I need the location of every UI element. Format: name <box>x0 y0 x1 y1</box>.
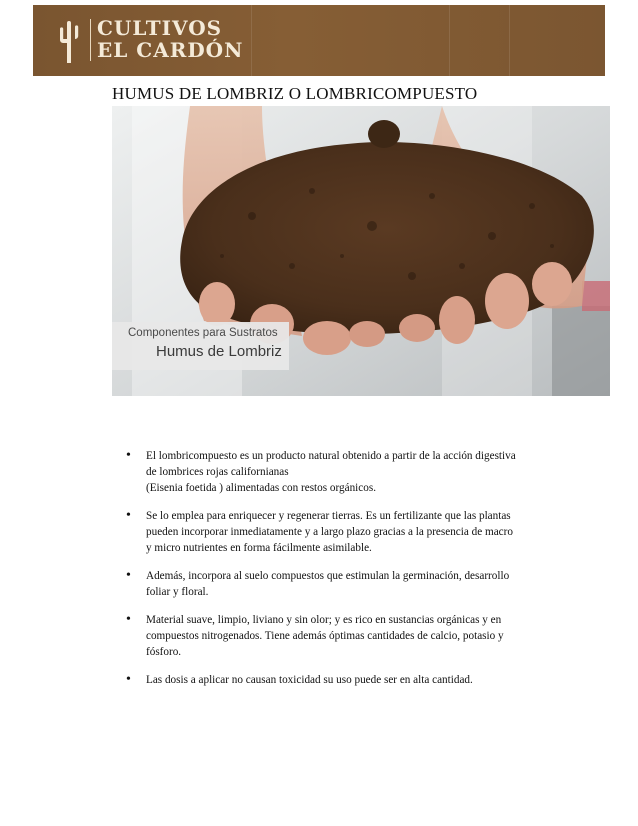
bullet-line: y micro nutrientes en forma fácilmente asimilable. <box>146 542 372 554</box>
bullet-line: (Eisenia foetida ) alimentadas con restos orgánicos. <box>146 482 376 494</box>
caption-line-2: Humus de Lombriz <box>156 343 282 360</box>
bullet-line: foliar y floral. <box>146 586 209 598</box>
bullet-line: de lombrices rojas californianas <box>146 466 289 478</box>
bullet-item <box>126 672 536 688</box>
logo-line-1: CULTIVOS <box>97 16 223 40</box>
banner-panel <box>251 5 362 76</box>
logo-divider <box>90 19 91 61</box>
bullet-line: • Las dosis a aplicar no causan toxicidad su uso puede ser en alta cantidad. <box>146 674 473 686</box>
bullet-line: • Se lo emplea para enriquecer y regenerar tierras. Es un fertilizante que las plantas <box>146 510 511 522</box>
page-title: HUMUS DE LOMBRIZ O LOMBRICOMPUESTO <box>112 84 478 103</box>
bullet-line: fósforo. <box>146 646 182 658</box>
bullet-line: compuestos nitrogenados. Tiene además óptimas cantidades de calcio, potasio y <box>146 630 504 642</box>
bullet-item <box>126 612 536 660</box>
bullet-line: pueden incorporar inmediatamente y a largo plazo gracias a la presencia de macro <box>146 526 513 538</box>
bullet-line: • Además, incorpora al suelo compuestos que estimulan la germinación, desarrollo <box>146 570 510 582</box>
banner-panel <box>509 5 605 76</box>
bullet-item <box>126 568 536 600</box>
bullet-line: • El lombricompuesto es un producto natural obtenido a partir de la acción digestiva <box>146 450 516 462</box>
logo-wordmark <box>97 17 243 61</box>
caption-line-1: Componentes para Sustratos <box>128 327 278 339</box>
bullet-line: • Material suave, limpio, liviano y sin olor; y es rico en sustancias orgánicas y en <box>146 614 502 626</box>
header-banner <box>33 5 605 76</box>
photo-caption <box>112 322 289 370</box>
banner-panel <box>449 5 482 76</box>
product-photo <box>112 106 610 396</box>
logo-line-2: EL CARDÓN <box>97 38 244 62</box>
cactus-icon <box>57 17 81 65</box>
bullet-item <box>126 448 536 496</box>
bullet-list <box>126 448 536 700</box>
bullet-item <box>126 508 536 556</box>
